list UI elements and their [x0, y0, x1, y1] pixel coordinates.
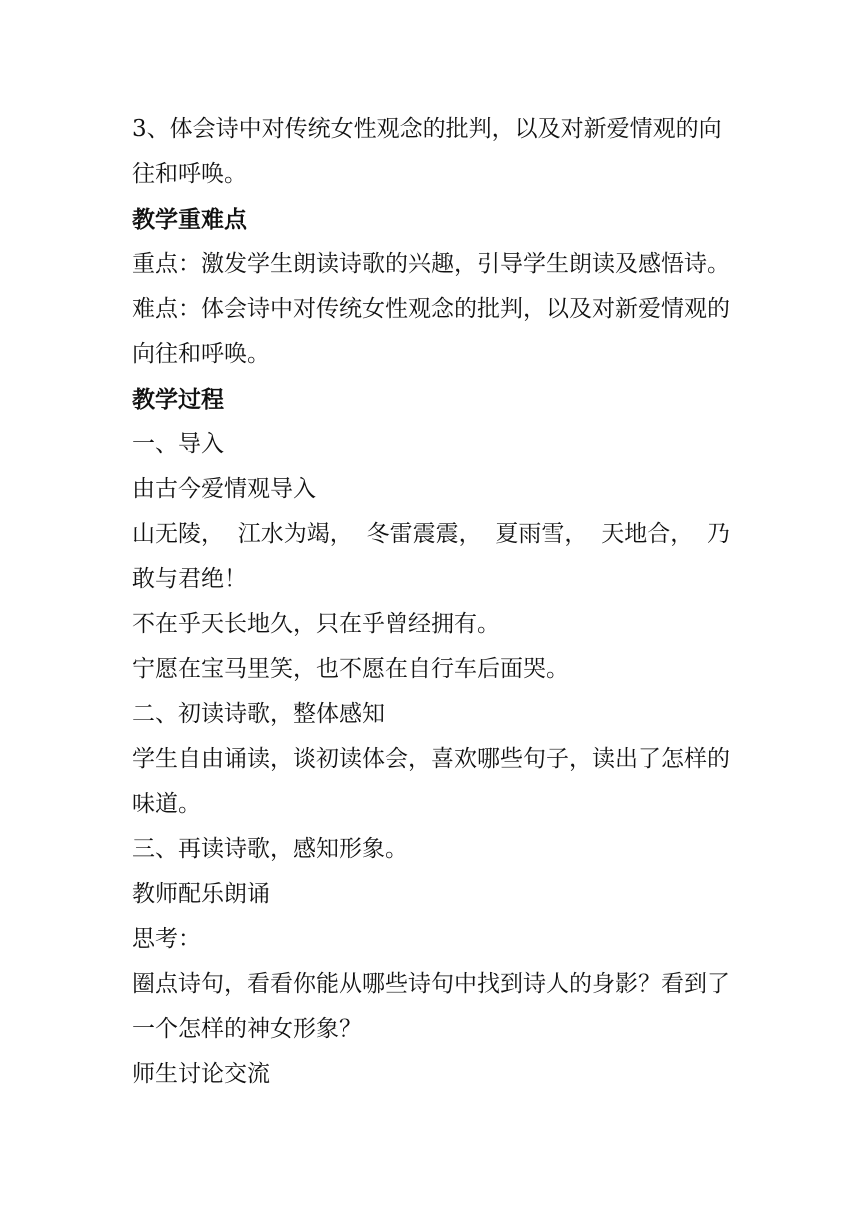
heading-key-points: 教学重难点: [132, 206, 247, 233]
poem-line-2: 敢与君绝！: [132, 566, 247, 592]
poem-phrase: 夏雨雪，: [495, 521, 588, 547]
poem-phrase: 冬雷震震，: [366, 521, 482, 547]
key-point-text: 重点：激发学生朗读诗歌的兴趣，引导学生朗读及感悟诗。: [132, 251, 730, 277]
poem-line-1: [132, 512, 730, 557]
quote-1: 不在乎天长地久，只在乎曾经拥有。: [132, 611, 500, 637]
section-2-text-line-2: 味道。: [132, 791, 201, 817]
section-2-text-line-1: 学生自由诵读，谈初读体会，喜欢哪些句子，读出了怎样的: [132, 746, 730, 772]
poem-phrase: 山无陵，: [132, 521, 224, 547]
discussion-text: 师生讨论交流: [132, 1061, 270, 1087]
difficulty-line-1: 难点：体会诗中对传统女性观念的批判，以及对新爱情观的: [132, 296, 730, 322]
think-label: 思考：: [132, 926, 201, 952]
difficulty-line-2: 向往和呼唤。: [132, 341, 270, 367]
section-3-title: 三、再读诗歌，感知形象。: [132, 836, 408, 862]
section-1-title: 一、导入: [132, 431, 224, 457]
section-2-title: 二、初读诗歌，整体感知: [132, 701, 385, 727]
objective-3-line-1: 3、体会诗中对传统女性观念的批判，以及对新爱情观的向: [132, 116, 722, 142]
heading-teaching-process: 教学过程: [132, 386, 224, 413]
poem-phrase: 江水为竭，: [237, 521, 353, 547]
objective-3-line-2: 往和呼唤。: [132, 161, 247, 187]
question-line-2: 一个怎样的神女形象？: [132, 1016, 362, 1042]
document-body: [132, 107, 730, 1097]
question-line-1: 圈点诗句，看看你能从哪些诗句中找到诗人的身影？看到了: [132, 971, 730, 997]
poem-phrase: 天地合，: [601, 521, 694, 547]
intro-text: 由古今爱情观导入: [132, 476, 316, 502]
poem-phrase: 乃: [706, 521, 730, 547]
teacher-reading: 教师配乐朗诵: [132, 881, 270, 907]
quote-2: 宁愿在宝马里笑，也不愿在自行车后面哭。: [132, 656, 569, 682]
